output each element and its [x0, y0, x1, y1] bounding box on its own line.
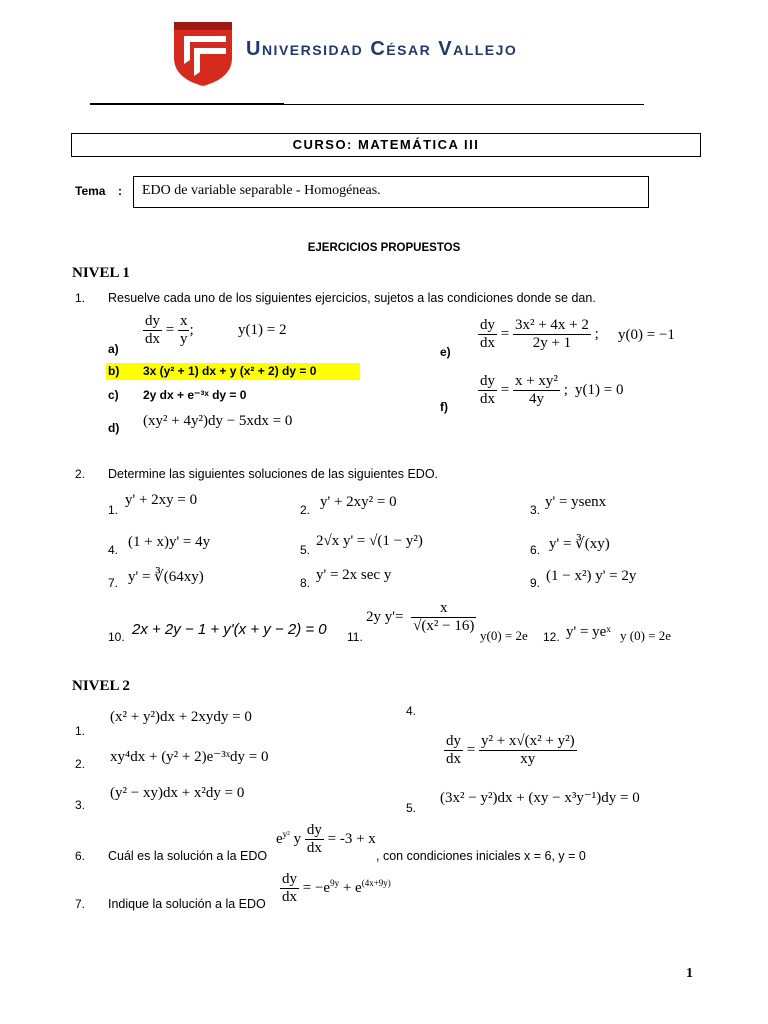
n2-item-4-equation: $\frac{dy}{dx}$ = $\frac{\text{y² + x√(x² + y²)}}{xy}$	[446, 733, 575, 767]
q1-text: Resuelve cada uno de los siguientes ejercicios, sujetos a las condiciones donde se dan.	[108, 291, 596, 305]
page-number: 1	[686, 966, 693, 981]
course-title: CURSO: MATEMÁTICA III	[292, 137, 480, 152]
n2-item-5-equation: (3x² − y²)dx + (xy − x³y⁻¹)dy = 0	[440, 790, 640, 806]
q2-item-12-condition: y (0) = 2e	[620, 628, 672, 643]
q2-item-7-equation: y' = ∛(64xy)	[128, 569, 204, 585]
tema-label: Tema	[75, 184, 106, 198]
item-d-equation: (xy² + 4y²)dy − 5xdx = 0	[143, 413, 293, 429]
q2-item-4-equation: (1 + x)y' = 4y	[128, 534, 211, 550]
university-shield-logo	[170, 18, 236, 88]
tema-colon: :	[118, 184, 122, 198]
q2-text: Determine las siguientes soluciones de las siguientes EDO.	[108, 467, 439, 481]
q2-item-5-number: 5.	[300, 543, 311, 557]
item-e-equation: $\frac{dy}{dx}$ = $\frac{\text{3x² + 4x + 2}}{2y + 1}$ ;	[480, 317, 599, 351]
q2-item-6-number: 6.	[530, 543, 541, 557]
q2-item-12-equation: y' = yeˣ	[566, 624, 611, 640]
n2-item-6-text: Cuál es la solución a la EDO	[108, 849, 268, 863]
item-a-condition: y(1) = 2	[238, 322, 287, 338]
q2-item-4-number: 4.	[108, 543, 119, 557]
q2-item-2-equation: y' + 2xy² = 0	[320, 494, 397, 510]
q2-item-10-equation: 2x + 2y − 1 + y'(x + y − 2) = 0	[132, 621, 327, 638]
tema-value: EDO de variable separable - Homogéneas.	[142, 183, 381, 198]
q2-item-8-number: 8.	[300, 576, 311, 590]
q1-number: 1.	[75, 291, 86, 305]
q2-item-1-equation: y' + 2xy = 0	[125, 492, 198, 508]
q2-item-3-equation: y' = ysenx	[545, 494, 607, 510]
q2-item-9-equation: (1 − x²) y' = 2y	[546, 568, 637, 584]
q2-item-12-number: 12.	[543, 630, 560, 644]
item-b-equation: 3x (y² + 1) dx + y (x² + 2) dy = 0	[143, 364, 317, 378]
item-b-label: b)	[108, 364, 120, 378]
q2-number: 2.	[75, 467, 86, 481]
item-a-equation: $\frac{dy}{dx}$ = $\frac{x}{y}$ ;	[145, 313, 194, 347]
q2-item-10-number: 10.	[108, 630, 125, 644]
q2-item-9-number: 9.	[530, 576, 541, 590]
q2-item-8-equation: y' = 2x sec y	[316, 567, 392, 583]
n2-item-7-text: Indique la solución a la EDO	[108, 897, 266, 911]
item-e-condition: y(0) = −1	[618, 327, 675, 343]
item-e-label: e)	[440, 345, 451, 359]
nivel1-title: NIVEL 1	[72, 265, 130, 281]
university-name: Universidad César Vallejo	[246, 38, 518, 60]
section-title: EJERCICIOS PROPUESTOS	[307, 242, 461, 254]
item-a-label: a)	[108, 342, 119, 356]
n2-item-1-equation: (x² + y²)dx + 2xydy = 0	[110, 709, 252, 725]
q2-item-11-condition: y(0) = 2e	[480, 628, 528, 643]
q2-item-5-equation: 2√x y' = √(1 − y²)	[316, 533, 423, 549]
nivel2-title: NIVEL 2	[72, 678, 130, 694]
n2-item-7-number: 7.	[75, 897, 86, 911]
item-f-label: f)	[440, 400, 448, 414]
n2-item-6-suffix: , con condiciones iniciales x = 6, y = 0	[376, 849, 586, 863]
q2-item-11-number: 11.	[347, 630, 363, 644]
n2-item-1-number: 1.	[75, 724, 86, 738]
n2-item-6-equation: $e^{y^2}$ y $\frac{dy}{dx}$ = -3 + x	[276, 822, 376, 856]
n2-item-6-number: 6.	[75, 849, 86, 863]
item-c-equation: 2y dx + e⁻³ˣ dy = 0	[143, 388, 247, 402]
n2-item-3-equation: (y² − xy)dx + x²dy = 0	[110, 785, 245, 801]
n2-item-7-equation: $\frac{dy}{dx}$ = $-e^{9y} + e^{(4x+9y)}$	[282, 871, 391, 905]
n2-item-2-number: 2.	[75, 757, 86, 771]
q2-item-7-number: 7.	[108, 576, 119, 590]
q2-item-6-equation: y' = ∛(xy)	[549, 536, 610, 552]
q2-item-11-equation: 2y y'= $\frac{x}{\text{√(x² − 16)}}$	[366, 600, 475, 634]
item-c-label: c)	[108, 388, 119, 402]
n2-item-4-number: 4.	[406, 704, 417, 718]
item-d-label: d)	[108, 421, 120, 435]
q2-item-3-number: 3.	[530, 503, 541, 517]
n2-item-2-equation: xy⁴dx + (y² + 2)e⁻³ˣdy = 0	[110, 749, 269, 765]
n2-item-3-number: 3.	[75, 798, 86, 812]
item-f-equation: $\frac{dy}{dx}$ = $\frac{\text{x + xy²}}{4y}$ ;	[480, 373, 568, 407]
item-f-condition: y(1) = 0	[575, 382, 624, 398]
q2-item-1-number: 1.	[108, 503, 119, 517]
n2-item-5-number: 5.	[406, 801, 417, 815]
header-rule-accent	[90, 103, 284, 105]
q2-item-2-number: 2.	[300, 503, 311, 517]
